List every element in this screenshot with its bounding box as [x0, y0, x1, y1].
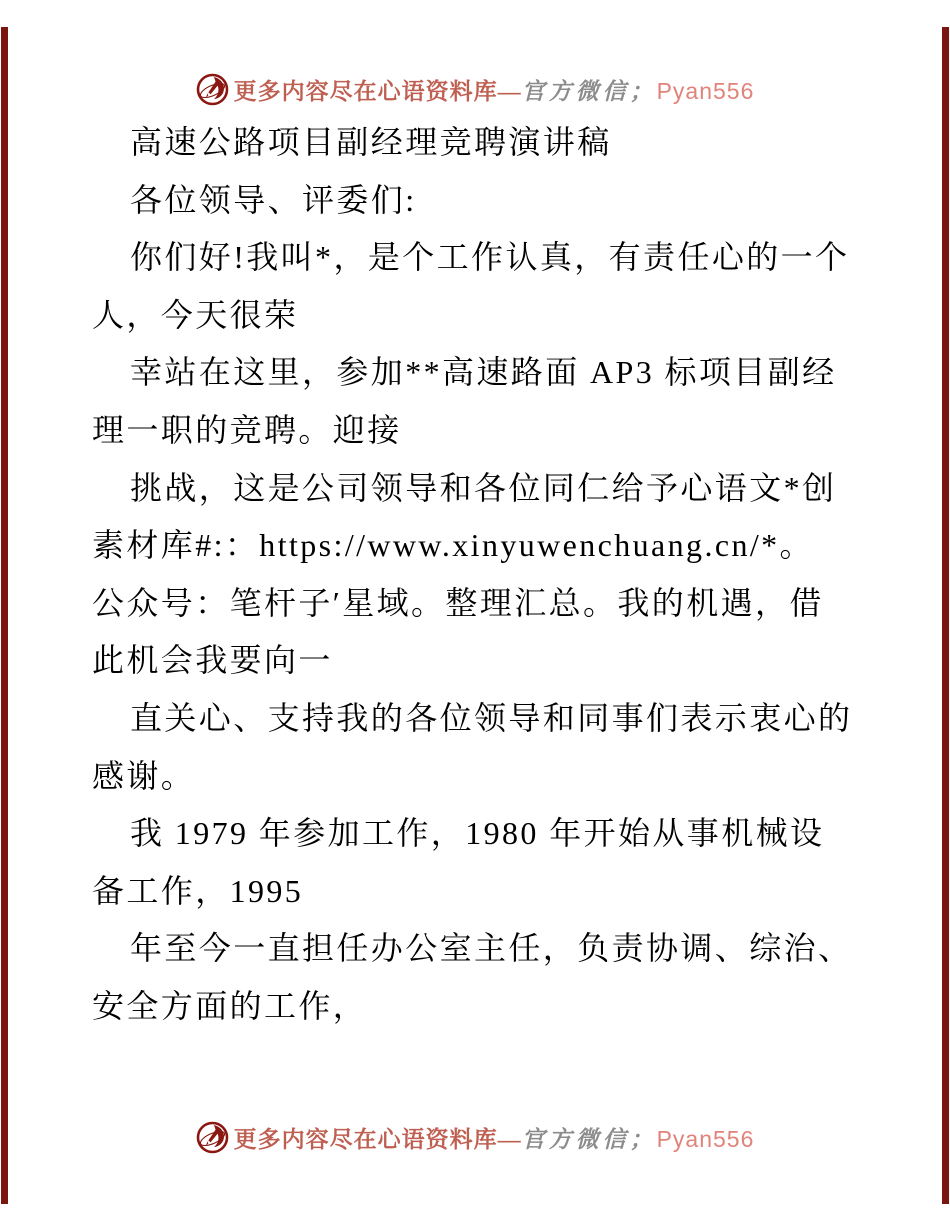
text-line: 感谢。	[92, 757, 196, 794]
text-line: 人，今天很荣	[92, 296, 299, 333]
watermark-channel-label: 官方微信；	[521, 78, 657, 104]
text-line: 年至今一直担任办公室主任，负责协调、综治、	[130, 930, 853, 967]
text-line: 素材库#:：https://www.xinyuwenchuang.cn/*。	[92, 527, 814, 564]
text-line: 理一职的竞聘。迎接	[92, 411, 402, 448]
watermark-site-text: 更多内容尽在心语资料库—	[233, 1126, 522, 1152]
text-line: 公众号：笔杆子′星域。整理汇总。我的机遇，借	[92, 584, 824, 621]
text-line: 各位领导、评委们:	[130, 181, 417, 218]
watermark-site-text: 更多内容尽在心语资料库—	[233, 78, 522, 104]
text-line: 挑战，这是公司领导和各位同仁给予心语文*创	[130, 469, 837, 506]
document-body	[92, 114, 892, 1036]
text-line: 安全方面的工作，	[92, 987, 368, 1024]
pen-nib-swirl-logo-icon	[196, 73, 229, 106]
text-line: 幸站在这里，参加**高速路面 AP3 标项目副经	[130, 354, 837, 391]
footer-watermark	[0, 1120, 950, 1154]
page-border-left	[1, 27, 8, 1204]
header-watermark-text	[234, 73, 755, 106]
watermark-wechat-id: Pyan556	[656, 77, 755, 104]
footer-watermark-text	[234, 1121, 755, 1154]
text-line: 直关心、支持我的各位领导和同事们表示衷心的	[130, 699, 853, 736]
watermark-channel-label: 官方微信；	[521, 1126, 657, 1152]
page-border-right	[942, 27, 949, 1204]
text-line: 此机会我要向一	[92, 642, 333, 679]
text-line: 我 1979 年参加工作，1980 年开始从事机械设	[130, 815, 825, 852]
text-line: 备工作，1995	[92, 872, 304, 909]
text-line: 你们好!我叫*，是个工作认真，有责任心的一个	[130, 239, 850, 276]
watermark-wechat-id: Pyan556	[656, 1125, 755, 1152]
header-watermark	[0, 72, 950, 106]
pen-nib-swirl-logo-icon	[196, 1121, 229, 1154]
document-title: 高速公路项目副经理竞聘演讲稿	[130, 124, 612, 160]
